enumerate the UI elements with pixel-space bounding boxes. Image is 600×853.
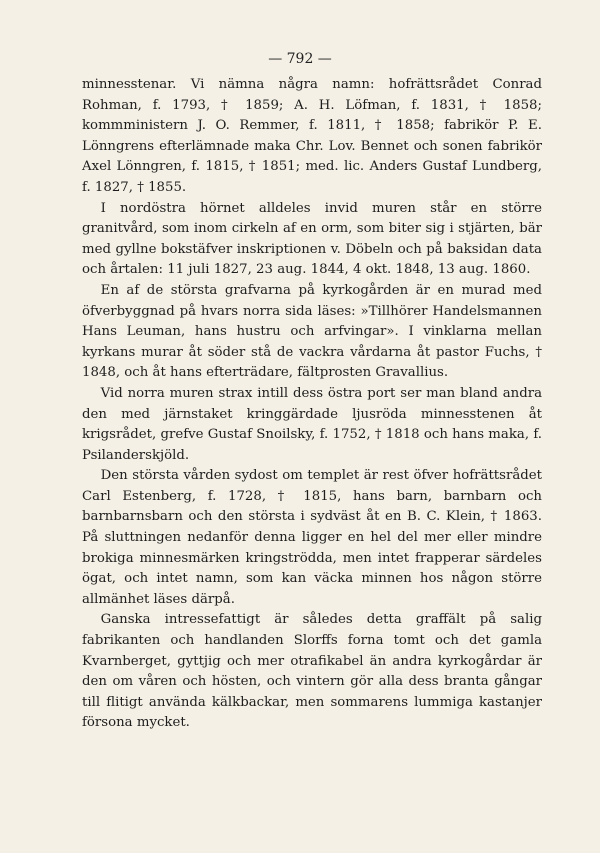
page-number: — 792 — [268,51,332,67]
paragraph-continuation: minnesstenar. Vi nämna några namn: hofrättsrådet Conrad Rohman, f. 1793, † 1859; A. H. Löfman, f. 1831, † 1858; kommministern J. O. Remmer, f. 1811, † 1858; fabrikör P. E. Lönngrens efterlämnade maka Chr. Lov. Bennet och sonen fabrikör Axel Lönngren, f. 1815, † 1851; med. lic. Anders Gustaf Lundberg, f. 1827, † 1855. [82,77,542,195]
paragraph-conclusion: Ganska intressefattigt är således detta graffält på salig fabrikanten och handlanden Slorffs forna tomt och det gamla Kvarnberget, gyttjig och mer otrafikabel än andra kyrkogårdar är den om våren och hösten, och vintern gör alla dess branta gångar till flitigt använda kälkbackar, men sommarens lummiga kastanjer försona mycket. [82,612,542,731]
paragraph-granite-grave: I nordöstra hörnet alldeles invid muren står en större granitvård, som inom cirkeln af en orm, som biter sig i stjärten, bär med gyllne bokstäfver inskriptionen v. Döbeln och på baksidan data och årtalen: 11 juli 1827, 23 aug. 1844, 4 okt. 1848, 13 aug. 1860. [82,200,542,278]
paragraph-southeast-grave: Den största vården sydost om templet är rest öfver hofrättsrådet Carl Estenberg, f. 1728, † 1815, hans barn, barnbarn och barnbarnsbarn och den största i sydväst åt en B. C. Klein, † 1863. På sluttningen nedanför denna ligger en hel del mer eller mindre brokiga minnesmärken kringströdda, men intet frapperar särdeles ögat, och intet namn, som kan väcka minnen hos någon större allmänhet läses därpå. [82,468,542,607]
paragraph-largest-graves: En af de största grafvarna på kyrkogården är en murad med öfverbyggnad på hvars norra sida läses: »Tillhörer Handelsmannen Hans Leuman, hans hustru och arfvingar». I vinklarna mellan kyrkans murar åt söder stå de vackra vårdarna åt pastor Fuchs, † 1848, och åt hans efterträdare, fältprosten Gravallius. [82,282,542,381]
body-text [82,75,542,734]
paragraph-north-wall: Vid norra muren strax intill dess östra port ser man bland andra den med järnstaket kringgärdade ljusröda minnesstenen åt krigsrådet, grefve Gustaf Snoilsky, f. 1752, † 1818 och hans maka, f. Psilanderskjöld. [82,385,542,463]
